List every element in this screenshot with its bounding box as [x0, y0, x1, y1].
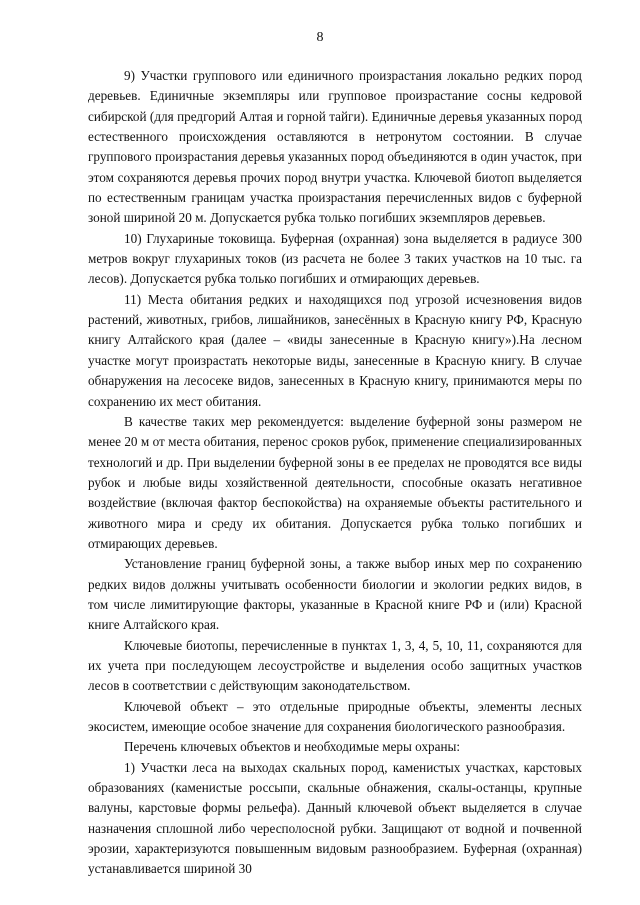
paragraph-protection-measures: В качестве таких мер рекомендуется: выделение буферной зоны размером не менее 20 м от места обитания, перенос сроков рубок, применение специализированных технологий и др. При выделении буферной зоны в ее пределах не проводятся все виды рубок и любые виды хозяйственной деятельности, способные оказать негативное воздействие (включая фактор беспокойства) на охраняемые объекты растительного и животного мира и среду их обитания. Допускается рубка только погибших и отмирающих деревьев.	[88, 413, 582, 551]
paragraph-key-object-definition: Ключевой объект – это отдельные природные объекты, элементы лесных экосистем, имеющие особое значение для сохранения биологического разнообразия.	[88, 698, 582, 734]
paragraph-item-9: 9) Участки группового или единичного произрастания локально редких пород деревьев. Единичные экземпляры или групповое произрастание сосны кедровой сибирской (для предгорий Алтая и горной тайги). Единичные деревья указанных пород естественного происхождения оставляются в нетронутом состоянии. В случае группового произрастания деревья указанных пород объединяются в один участок, при этом сохраняются деревья прочих пород внутри участка. Ключевой биотоп выделяется по естественным границам участка произрастания перечисленных видов с буферной зоной шириной 20 м. Допускается рубка только погибших экземпляров деревьев.	[88, 68, 582, 226]
document-body	[88, 66, 582, 880]
paragraph-key-object-item-1: 1) Участки леса на выходах скальных пород, каменистых участках, карстовых образованиях (каменистые россыпи, скальные обнажения, скалы-останцы, крупные валуны, карстовые формы рельефа). Данный ключевой объект выделяется в случае назначения сплошной либо чересполосной рубки. Защищают от водной и почвенной эрозии, характеризуются повышенным видовым разнообразием. Буферная (охранная) устанавливается шириной 30	[88, 759, 582, 877]
paragraph-key-objects-list-heading: Перечень ключевых объектов и необходимые меры охраны:	[124, 739, 461, 755]
paragraph-item-11: 11) Места обитания редких и находящихся под угрозой исчезновения видов растений, животных, грибов, лишайников, занесённых в Красную книгу РФ, Красную книгу Алтайского края (далее – «виды занесенные в Красную книгу»).На лесном участке могут произрастать некоторые виды, занесенные в Красную книгу. В случае обнаружения на лесосеке видов, занесенных в Красную книгу, принимаются меры по сохранению их мест обитания.	[88, 291, 582, 409]
paragraph-key-biotopes: Ключевые биотопы, перечисленные в пунктах 1, 3, 4, 5, 10, 11, сохраняются для их учета при последующем лесоустройстве и выделения особо защитных участков лесов в соответствии с действующим законодательством.	[88, 637, 582, 694]
paragraph-item-10: 10) Глухариные токовища. Буферная (охранная) зона выделяется в радиусе 300 метров вокруг глухариных токов (из расчета не более 3 таких участков на 10 тыс. га лесов). Допускается рубка только погибших и отмирающих деревьев.	[88, 230, 582, 287]
page-number: 8	[316, 30, 324, 45]
paragraph-buffer-zone-boundaries: Установление границ буферной зоны, а также выбор иных мер по сохранению редких видов должны учитывать особенности биологии и экологии редких видов, в том числе лимитирующие факторы, указанные в Красной книге РФ и (или) Красной книге Алтайского края.	[88, 556, 582, 633]
